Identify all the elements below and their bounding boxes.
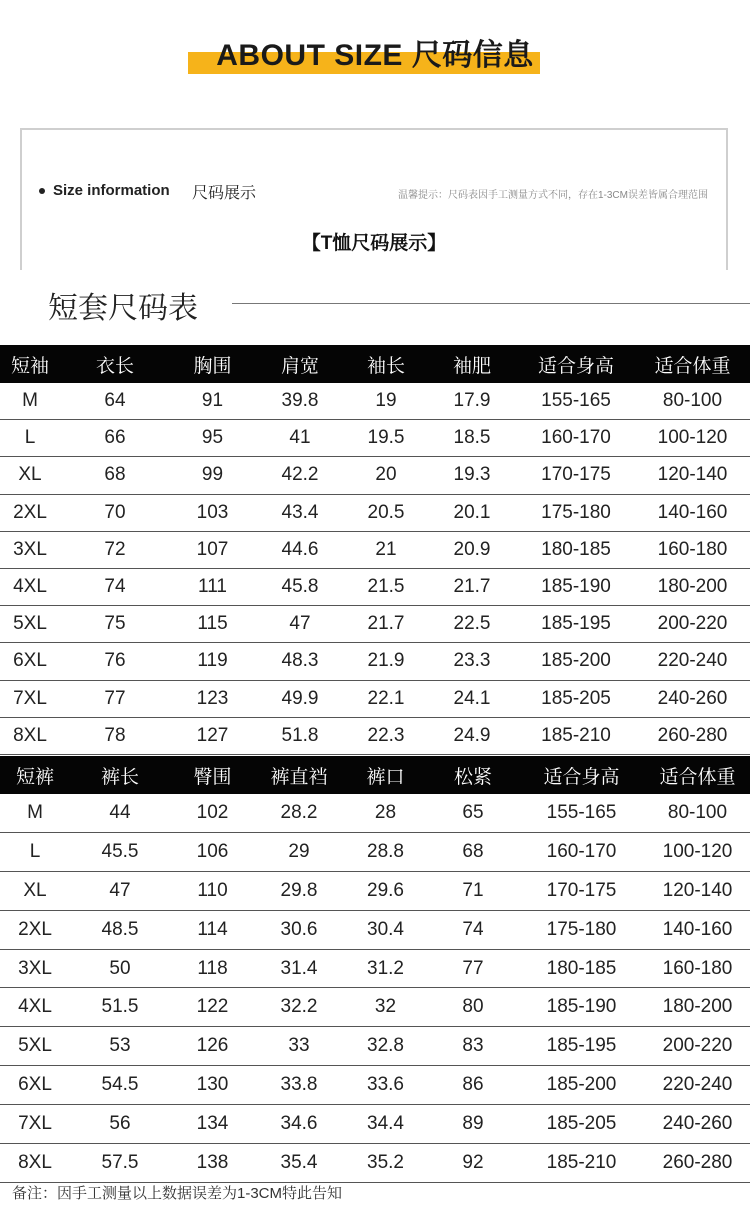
- table-row: [0, 606, 750, 643]
- table-row: [0, 680, 750, 717]
- table-cell: 31.4: [255, 949, 343, 988]
- table-cell: 29.6: [343, 871, 428, 910]
- page-header: [0, 0, 750, 95]
- table-cell: 140-160: [635, 494, 750, 531]
- size-label-cell: L: [0, 832, 70, 871]
- table-cell: 185-205: [518, 1105, 645, 1144]
- table-cell: 123: [170, 680, 255, 717]
- table-cell: 185-190: [517, 568, 635, 605]
- table-row: [0, 910, 750, 949]
- table-cell: 140-160: [645, 910, 750, 949]
- table-cell: 130: [170, 1066, 255, 1105]
- table-cell: 110: [170, 871, 255, 910]
- table-cell: 28: [343, 794, 428, 832]
- table-cell: 19.5: [345, 420, 427, 457]
- table-cell: 50: [70, 949, 170, 988]
- table-cell: 24.9: [427, 717, 517, 754]
- table-cell: 32: [343, 988, 428, 1027]
- size-label-cell: 6XL: [0, 1066, 70, 1105]
- table-cell: 21.9: [345, 643, 427, 680]
- size-label-cell: 6XL: [0, 643, 60, 680]
- size-label-cell: 5XL: [0, 1027, 70, 1066]
- table-row: [0, 420, 750, 457]
- size-label-cell: 4XL: [0, 568, 60, 605]
- table-row: [0, 1066, 750, 1105]
- table-header-row: [0, 345, 750, 383]
- size-information-text: Size information: [53, 182, 170, 199]
- table-cell: 45.5: [70, 832, 170, 871]
- size-label-cell: 2XL: [0, 494, 60, 531]
- table-cell: 185-210: [517, 717, 635, 754]
- size-display-subtitle: 尺码展示: [192, 185, 257, 202]
- column-header: 袖长: [345, 345, 427, 383]
- table-cell: 126: [170, 1027, 255, 1066]
- table-cell: 170-175: [518, 871, 645, 910]
- table-cell: 91: [170, 383, 255, 420]
- table-cell: 44.6: [255, 531, 345, 568]
- table-cell: 122: [170, 988, 255, 1027]
- table-cell: 33.6: [343, 1066, 428, 1105]
- table-cell: 71: [428, 871, 518, 910]
- size-label-cell: M: [0, 383, 60, 420]
- column-header: 臀围: [170, 756, 255, 794]
- table-cell: 54.5: [70, 1066, 170, 1105]
- table-row: [0, 568, 750, 605]
- table-cell: 106: [170, 832, 255, 871]
- table-cell: 78: [60, 717, 170, 754]
- column-header: 袖肥: [427, 345, 517, 383]
- column-header: 短裤: [0, 756, 70, 794]
- table-cell: 111: [170, 568, 255, 605]
- column-header: 裤直裆: [255, 756, 343, 794]
- table-cell: 80: [428, 988, 518, 1027]
- table-cell: 30.4: [343, 910, 428, 949]
- table-cell: 20.1: [427, 494, 517, 531]
- table-cell: 77: [60, 680, 170, 717]
- table-cell: 260-280: [635, 717, 750, 754]
- table-cell: 22.5: [427, 606, 517, 643]
- table-cell: 155-165: [517, 383, 635, 420]
- table-cell: 28.8: [343, 832, 428, 871]
- table-cell: 51.5: [70, 988, 170, 1027]
- table-row: [0, 494, 750, 531]
- table-cell: 134: [170, 1105, 255, 1144]
- table-cell: 74: [428, 910, 518, 949]
- table-row: [0, 531, 750, 568]
- size-label-cell: 8XL: [0, 717, 60, 754]
- table-cell: 185-190: [518, 988, 645, 1027]
- table-cell: 77: [428, 949, 518, 988]
- size-label-cell: 4XL: [0, 988, 70, 1027]
- column-header: 裤长: [70, 756, 170, 794]
- table-cell: 30.6: [255, 910, 343, 949]
- table-cell: 21.5: [345, 568, 427, 605]
- table-cell: 28.2: [255, 794, 343, 832]
- table-cell: 115: [170, 606, 255, 643]
- table-cell: 100-120: [645, 832, 750, 871]
- table-cell: 260-280: [645, 1144, 750, 1183]
- table-cell: 45.8: [255, 568, 345, 605]
- table-row: [0, 457, 750, 494]
- table-row: [0, 794, 750, 832]
- table-cell: 35.4: [255, 1144, 343, 1183]
- table-cell: 22.3: [345, 717, 427, 754]
- table-cell: 43.4: [255, 494, 345, 531]
- table-cell: 32.8: [343, 1027, 428, 1066]
- size-label-cell: 8XL: [0, 1144, 70, 1183]
- size-label-cell: 3XL: [0, 949, 70, 988]
- table-cell: 118: [170, 949, 255, 988]
- table-cell: 65: [428, 794, 518, 832]
- table-cell: 49.9: [255, 680, 345, 717]
- table-cell: 21: [345, 531, 427, 568]
- table-cell: 21.7: [345, 606, 427, 643]
- table-row: [0, 717, 750, 754]
- table-row: [0, 1144, 750, 1183]
- table-cell: 185-200: [518, 1066, 645, 1105]
- size-label-cell: M: [0, 794, 70, 832]
- table-cell: 18.5: [427, 420, 517, 457]
- size-label-cell: 5XL: [0, 606, 60, 643]
- table-row: [0, 643, 750, 680]
- table-cell: 99: [170, 457, 255, 494]
- table-row: [0, 1027, 750, 1066]
- table-cell: 160-180: [635, 531, 750, 568]
- tshirt-size-title: 【T恤尺码展示】: [301, 233, 447, 254]
- table-cell: 48.3: [255, 643, 345, 680]
- column-header: 衣长: [60, 345, 170, 383]
- table-cell: 175-180: [517, 494, 635, 531]
- column-header: 适合体重: [645, 756, 750, 794]
- table-cell: 103: [170, 494, 255, 531]
- table-cell: 170-175: [517, 457, 635, 494]
- table-cell: 240-260: [635, 680, 750, 717]
- table-cell: 33.8: [255, 1066, 343, 1105]
- table-cell: 29.8: [255, 871, 343, 910]
- table-cell: 20: [345, 457, 427, 494]
- table-cell: 74: [60, 568, 170, 605]
- size-label-cell: XL: [0, 871, 70, 910]
- table-cell: 68: [60, 457, 170, 494]
- table-row: [0, 1105, 750, 1144]
- table-row: [0, 832, 750, 871]
- table-cell: 160-170: [517, 420, 635, 457]
- column-header: 松紧: [428, 756, 518, 794]
- table-cell: 64: [60, 383, 170, 420]
- size-info-box: [20, 128, 728, 270]
- table-cell: 56: [70, 1105, 170, 1144]
- table-cell: 160-170: [518, 832, 645, 871]
- table-cell: 19.3: [427, 457, 517, 494]
- table-cell: 48.5: [70, 910, 170, 949]
- table-cell: 44: [70, 794, 170, 832]
- column-header: 肩宽: [255, 345, 345, 383]
- footnote: 备注：因手工测量以上数据误差为1-3CM特此告知: [12, 1185, 343, 1202]
- size-information-label: [39, 182, 170, 199]
- table-cell: 185-195: [518, 1027, 645, 1066]
- table-cell: 29: [255, 832, 343, 871]
- table-cell: 68: [428, 832, 518, 871]
- table-cell: 175-180: [518, 910, 645, 949]
- size-label-cell: 7XL: [0, 1105, 70, 1144]
- table-cell: 127: [170, 717, 255, 754]
- table-cell: 53: [70, 1027, 170, 1066]
- table-cell: 185-205: [517, 680, 635, 717]
- table-cell: 107: [170, 531, 255, 568]
- table-cell: 42.2: [255, 457, 345, 494]
- table-cell: 114: [170, 910, 255, 949]
- table-cell: 76: [60, 643, 170, 680]
- table-cell: 120-140: [645, 871, 750, 910]
- table-row: [0, 949, 750, 988]
- table-cell: 17.9: [427, 383, 517, 420]
- table-cell: 19: [345, 383, 427, 420]
- table-cell: 57.5: [70, 1144, 170, 1183]
- size-label-cell: 7XL: [0, 680, 60, 717]
- table-cell: 34.6: [255, 1105, 343, 1144]
- table-cell: 20.9: [427, 531, 517, 568]
- table-cell: 20.5: [345, 494, 427, 531]
- table-cell: 180-200: [645, 988, 750, 1027]
- table-cell: 51.8: [255, 717, 345, 754]
- bullet-icon: [39, 188, 45, 194]
- column-header: 裤口: [343, 756, 428, 794]
- table-cell: 102: [170, 794, 255, 832]
- table-cell: 66: [60, 420, 170, 457]
- table-cell: 83: [428, 1027, 518, 1066]
- table-cell: 180-185: [517, 531, 635, 568]
- table-cell: 35.2: [343, 1144, 428, 1183]
- table-header-row: [0, 756, 750, 794]
- table-cell: 22.1: [345, 680, 427, 717]
- table-cell: 180-185: [518, 949, 645, 988]
- table-cell: 80-100: [635, 383, 750, 420]
- table-cell: 200-220: [635, 606, 750, 643]
- section-title: 短套尺码表: [48, 292, 198, 325]
- table-cell: 185-195: [517, 606, 635, 643]
- table-cell: 100-120: [635, 420, 750, 457]
- column-header: 胸围: [170, 345, 255, 383]
- table-cell: 86: [428, 1066, 518, 1105]
- table-cell: 24.1: [427, 680, 517, 717]
- size-label-cell: L: [0, 420, 60, 457]
- size-label-cell: 2XL: [0, 910, 70, 949]
- table-cell: 21.7: [427, 568, 517, 605]
- shorts-size-table: [0, 756, 750, 1183]
- table-cell: 47: [255, 606, 345, 643]
- column-header: 适合体重: [635, 345, 750, 383]
- table-row: [0, 383, 750, 420]
- table-cell: 23.3: [427, 643, 517, 680]
- table-cell: 185-200: [517, 643, 635, 680]
- table-cell: 95: [170, 420, 255, 457]
- page-title: ABOUT SIZE 尺码信息: [216, 39, 534, 72]
- size-label-cell: 3XL: [0, 531, 60, 568]
- table-cell: 89: [428, 1105, 518, 1144]
- table-row: [0, 871, 750, 910]
- size-label-cell: XL: [0, 457, 60, 494]
- table-row: [0, 988, 750, 1027]
- table-cell: 119: [170, 643, 255, 680]
- table-cell: 72: [60, 531, 170, 568]
- table-cell: 70: [60, 494, 170, 531]
- table-cell: 39.8: [255, 383, 345, 420]
- table-cell: 33: [255, 1027, 343, 1066]
- table-cell: 92: [428, 1144, 518, 1183]
- table-cell: 80-100: [645, 794, 750, 832]
- table-cell: 31.2: [343, 949, 428, 988]
- column-header: 短袖: [0, 345, 60, 383]
- table-cell: 34.4: [343, 1105, 428, 1144]
- table-cell: 75: [60, 606, 170, 643]
- measurement-tip: 温馨提示：尺码表因手工测量方式不同，存在1-3CM误差皆属合理范围: [397, 190, 708, 201]
- table-cell: 41: [255, 420, 345, 457]
- table-cell: 160-180: [645, 949, 750, 988]
- table-cell: 220-240: [635, 643, 750, 680]
- table-cell: 185-210: [518, 1144, 645, 1183]
- table-cell: 220-240: [645, 1066, 750, 1105]
- section-divider: [232, 303, 750, 304]
- table-cell: 240-260: [645, 1105, 750, 1144]
- shirt-size-table: [0, 345, 750, 755]
- table-cell: 32.2: [255, 988, 343, 1027]
- table-cell: 120-140: [635, 457, 750, 494]
- table-cell: 155-165: [518, 794, 645, 832]
- table-cell: 47: [70, 871, 170, 910]
- column-header: 适合身高: [518, 756, 645, 794]
- table-cell: 138: [170, 1144, 255, 1183]
- table-cell: 200-220: [645, 1027, 750, 1066]
- column-header: 适合身高: [517, 345, 635, 383]
- table-cell: 180-200: [635, 568, 750, 605]
